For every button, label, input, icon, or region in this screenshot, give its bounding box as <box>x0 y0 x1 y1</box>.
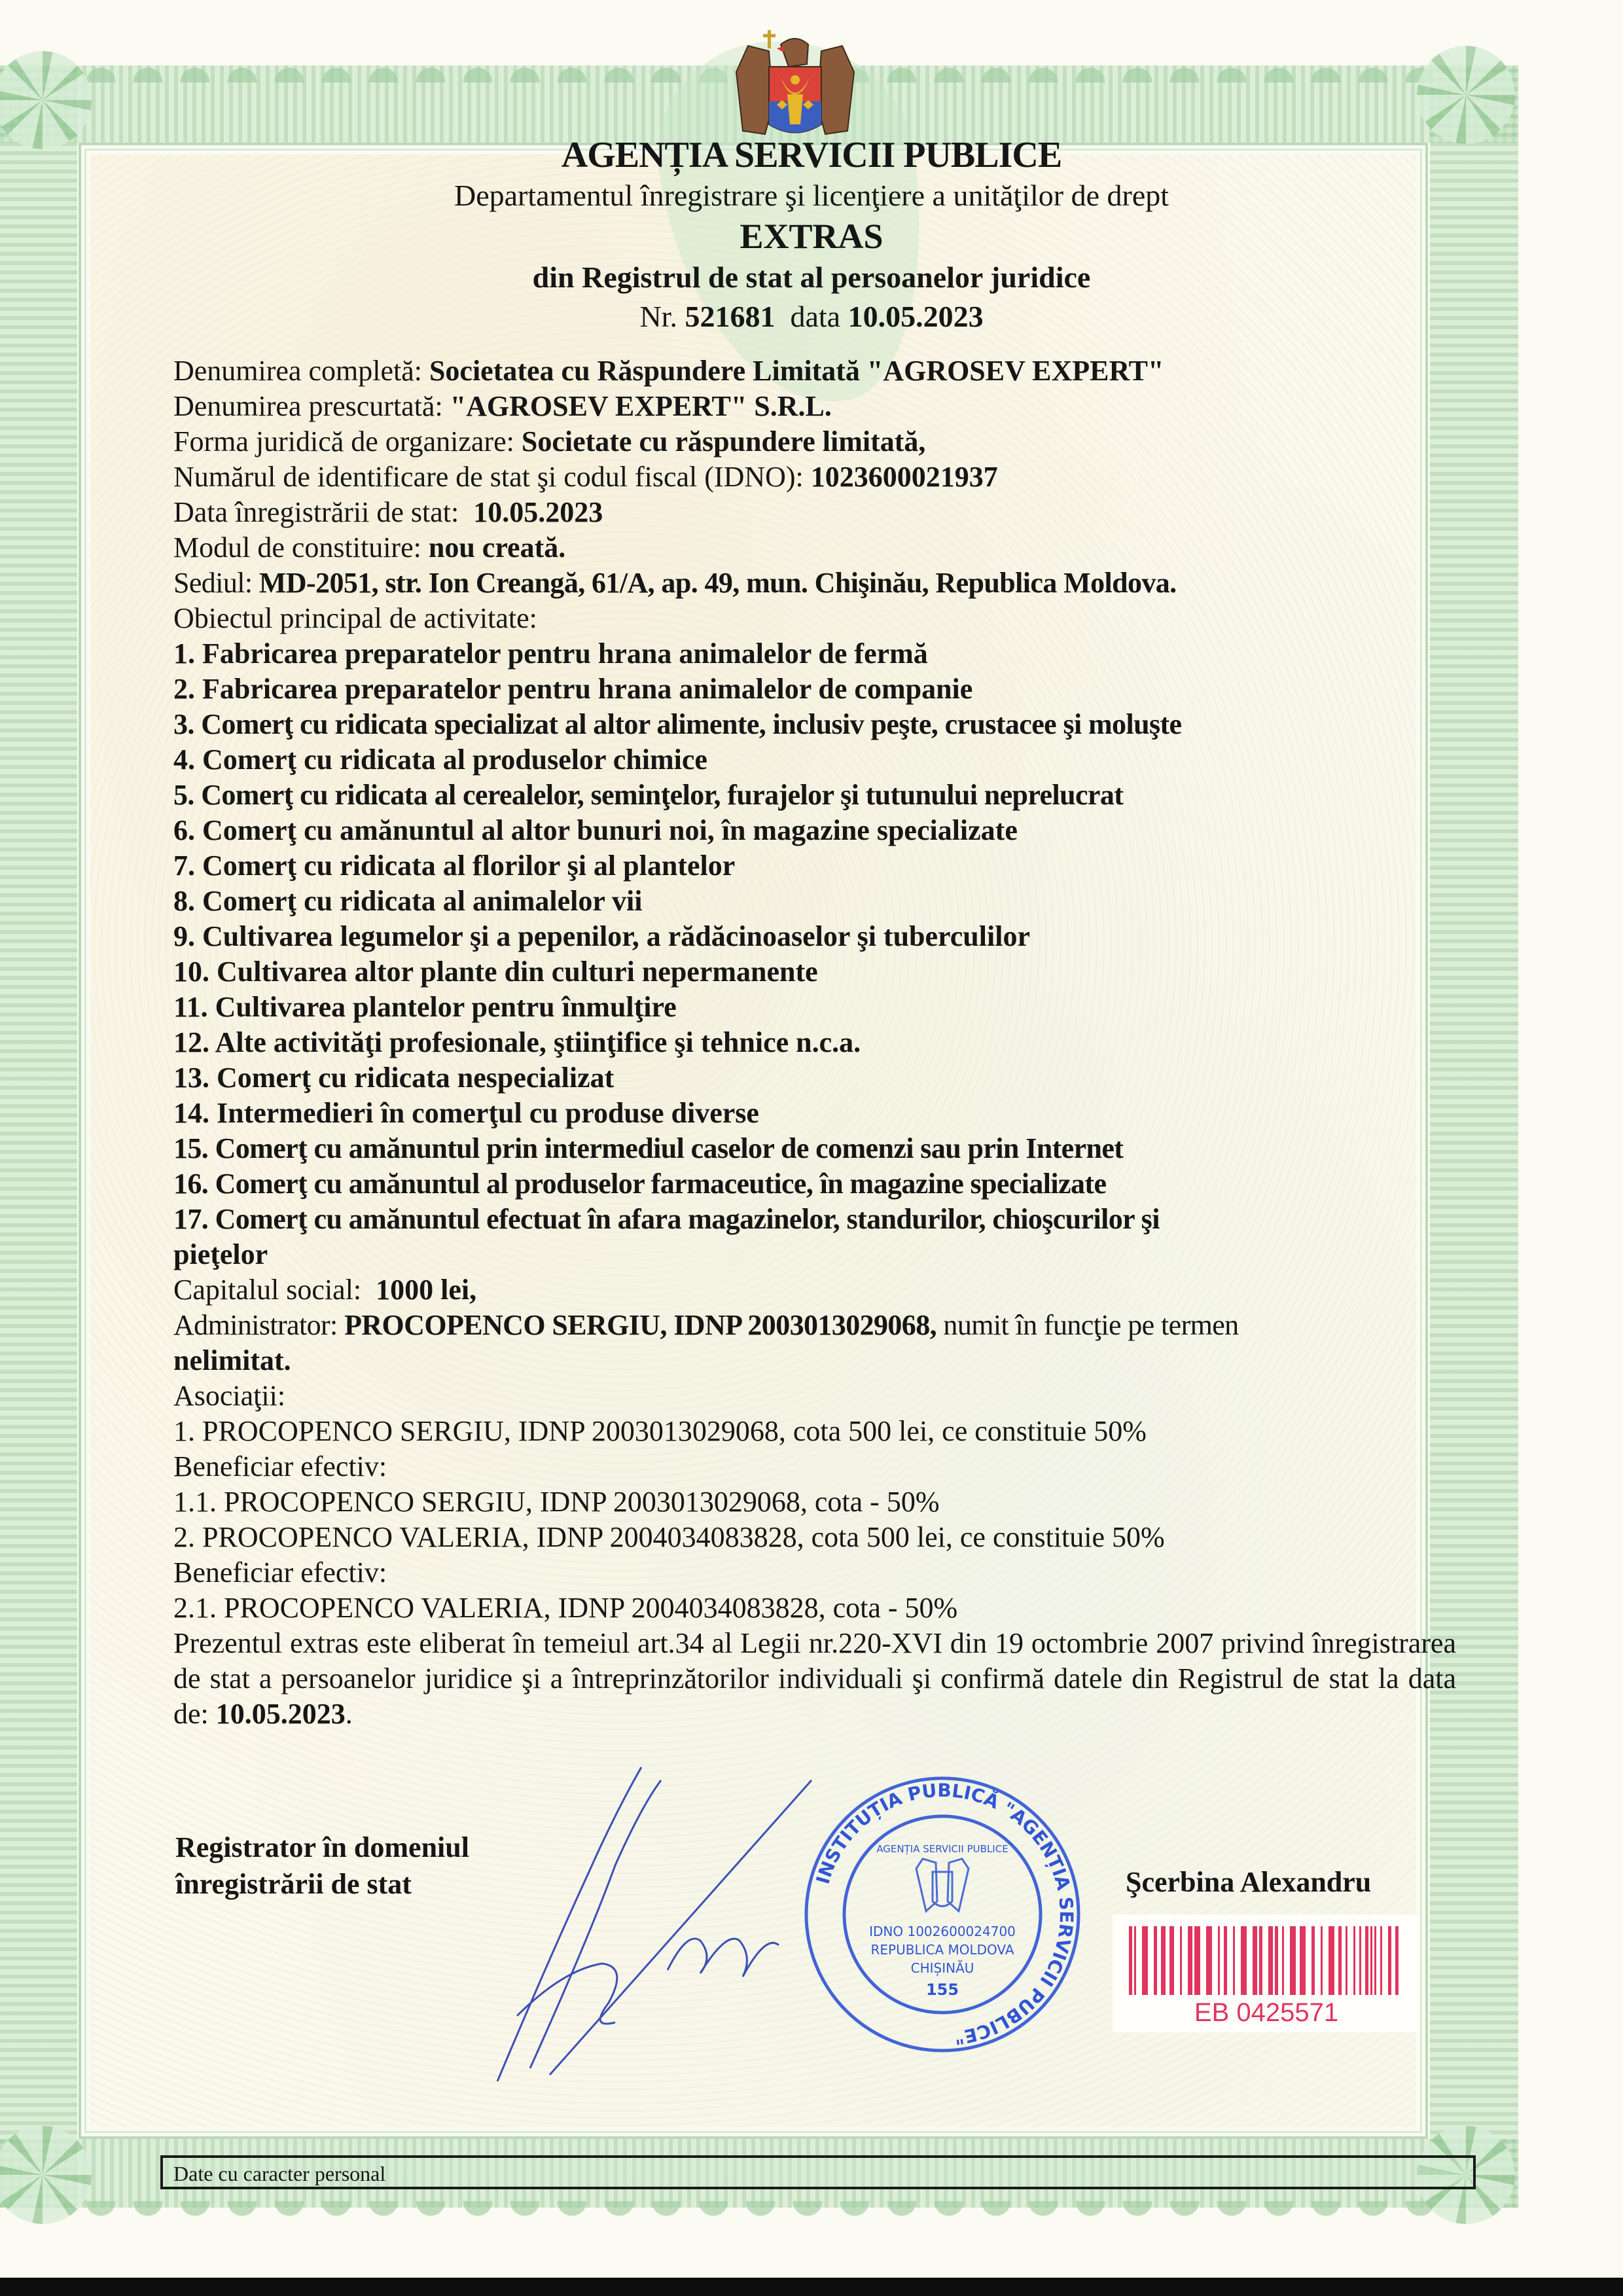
document-number-line <box>0 298 1623 336</box>
legal-note-text: Prezentul extras este eliberat în temeiul art.34 al Legii nr.220-XVI din 19 octombrie 2007 privind înregistrarea de stat a persoanelor juridice şi a întreprinzătorilor individuali şi confirmă datele din Registrul de stat la data de: <box>173 1627 1456 1730</box>
barcode-serial: EB 0425571 <box>1194 1998 1339 2027</box>
barcode-bar <box>1233 1926 1235 1995</box>
activity-item: 15. Comerţ cu amănuntul prin intermediul caselor de comenzi sau prin Internet <box>173 1132 1124 1164</box>
registrar-role <box>175 1829 469 1903</box>
associates-label: Asociaţii: <box>173 1380 286 1412</box>
activities-label: Obiectul principal de activitate: <box>173 602 537 634</box>
barcode-bar <box>1300 1926 1306 1995</box>
full-name-row <box>173 353 1456 389</box>
activity-item: 7. Comerţ cu ridicata al florilor şi al plantelor <box>173 850 736 882</box>
constitution-row <box>173 530 1456 565</box>
activity-item: 1. Fabricarea preparatelor pentru hrana animalelor de fermă <box>173 637 928 670</box>
idno-value: 1023600021937 <box>810 461 998 493</box>
short-name-value: "AGROSEV EXPERT" S.R.L. <box>450 390 832 422</box>
border-scallop-bottom <box>77 2201 1432 2227</box>
seat-value: MD-2051, str. Ion Creangă, 61/A, ap. 49, mun. Chişinău, Republica Moldova. <box>259 567 1177 599</box>
activity-item: 10. Cultivarea altor plante din culturi nepermanente <box>173 956 818 988</box>
administrator-label: Administrator: <box>173 1309 338 1341</box>
barcode-icon <box>1129 1926 1404 1995</box>
administrator-term-text: numit în funcţie pe termen <box>943 1309 1239 1341</box>
activity-item: 4. Comerţ cu ridicata al produselor chimice <box>173 744 707 776</box>
short-name-row <box>173 389 1456 424</box>
barcode-bar <box>1282 1926 1284 1995</box>
barcode-bar <box>1329 1926 1334 1995</box>
activity-item: 5. Comerţ cu ridicata al cerealelor, seminţelor, furajelor şi tutunului neprelucrat <box>173 779 1124 811</box>
barcode-bar <box>1395 1926 1399 1995</box>
barcode-bar <box>1275 1926 1278 1995</box>
department-title: Departamentul înregistrare şi licenţiere a unităţilor de drept <box>454 179 1169 212</box>
barcode-bar <box>1129 1926 1132 1995</box>
registration-date-row <box>173 495 1456 530</box>
associate-line: 1.1. PROCOPENCO SERGIU, IDNP 2003013029068, cota - 50% <box>173 1486 940 1518</box>
agency-title: AGENȚIA SERVICII PUBLICE <box>561 135 1062 175</box>
barcode-bar <box>1259 1926 1262 1995</box>
barcode-bar <box>1321 1926 1323 1995</box>
barcode-bar <box>1169 1926 1174 1995</box>
activity-item: 16. Comerţ cu amănuntul al produselor farmaceutice, în magazine specializate <box>173 1168 1107 1200</box>
barcode-bar <box>1346 1926 1347 1995</box>
barcode-bar <box>1338 1926 1342 1995</box>
document-type: EXTRAS <box>740 217 883 256</box>
activity-item: 14. Intermedieri în comerţul cu produse diverse <box>173 1097 759 1129</box>
barcode-bar <box>1311 1926 1315 1995</box>
barcode-bar <box>1161 1926 1166 1995</box>
date-label: data <box>790 300 841 333</box>
associate-line: Beneficiar efectiv: <box>173 1556 387 1588</box>
seal-emblem-icon <box>916 1859 969 1911</box>
barcode-bar <box>1142 1926 1148 1995</box>
seal-country: REPUBLICA MOLDOVA <box>870 1942 1014 1958</box>
barcode-bar <box>1388 1926 1391 1995</box>
barcode-bar <box>1370 1926 1372 1995</box>
barcode-bar <box>1241 1926 1247 1995</box>
idno-row <box>173 459 1456 495</box>
registration-date-label: Data înregistrării de stat: <box>173 496 459 528</box>
scan-edge <box>0 2278 1623 2296</box>
barcode-bar <box>1224 1926 1227 1995</box>
barcode-bar <box>1268 1926 1273 1995</box>
activity-item: pieţelor <box>173 1238 268 1270</box>
registrar-name: Şcerbina Alexandru <box>1126 1866 1372 1898</box>
barcode-label <box>1113 1914 1420 2032</box>
seat-row <box>173 565 1456 601</box>
rosette-icon <box>1417 46 1515 144</box>
barcode-bar <box>1188 1926 1192 1995</box>
official-seal-icon <box>802 1774 1083 2055</box>
activity-item: 8. Comerţ cu ridicata al animalelor vii <box>173 885 643 917</box>
svg-text:INSTITUȚIA PUBLICĂ "AGENȚIA SE <box>812 1780 1078 2049</box>
activity-item: 17. Comerţ cu amănuntul efectuat în afara magazinelor, standurilor, chioşcurilor şi <box>173 1203 1160 1235</box>
capital-label: Capitalul social: <box>173 1274 362 1306</box>
nr-value: 521681 <box>685 300 776 333</box>
coat-of-arms-icon <box>697 26 893 137</box>
activity-item: 6. Comerţ cu amănuntul al altor bunuri noi, în magazine specializate <box>173 814 1018 846</box>
capital-row <box>173 1272 1456 1308</box>
activity-item: 12. Alte activităţi profesionale, ştiinţifice şi tehnice n.c.a. <box>173 1026 861 1058</box>
full-name-value: Societatea cu Răspundere Limitată "AGROSEV EXPERT" <box>429 355 1164 387</box>
activity-item: 13. Comerţ cu ridicata nespecializat <box>173 1062 615 1094</box>
legal-note-date: 10.05.2023 <box>215 1698 346 1730</box>
idno-label: Numărul de identificare de stat şi codul fiscal (IDNO): <box>173 461 804 493</box>
seal-outer-text: INSTITUȚIA PUBLICĂ "AGENȚIA SERVICII PUBLICE" <box>812 1779 1078 2049</box>
barcode-bar <box>1380 1926 1382 1995</box>
activity-item: 11. Cultivarea plantelor pentru înmulţire <box>173 991 677 1023</box>
associate-line: 1. PROCOPENCO SERGIU, IDNP 2003013029068, cota 500 lei, ce constituie 50% <box>173 1415 1147 1447</box>
seal-inner-text: AGENȚIA SERVICII PUBLICE <box>876 1843 1008 1855</box>
barcode-bar <box>1206 1926 1212 1995</box>
barcode-bar <box>1180 1926 1182 1995</box>
seal-idno: IDNO 1002600024700 <box>869 1924 1016 1939</box>
personal-data-box <box>160 2155 1476 2189</box>
constitution-value: nou creată. <box>428 531 566 564</box>
barcode-bar <box>1134 1926 1136 1995</box>
associate-line: 2. PROCOPENCO VALERIA, IDNP 2004034083828, cota 500 lei, ce constituie 50% <box>173 1521 1165 1553</box>
legal-form-value: Societate cu răspundere limitată, <box>521 425 926 457</box>
activity-item: 3. Comerţ cu ridicata specializat al altor alimente, inclusiv peşte, crustacee şi moluşte <box>173 708 1182 740</box>
nr-label: Nr. <box>639 300 677 333</box>
associate-line: 2.1. PROCOPENCO VALERIA, IDNP 2004034083828, cota - 50% <box>173 1592 958 1624</box>
barcode-bar <box>1194 1926 1200 1995</box>
barcode-bar <box>1290 1926 1296 1995</box>
short-name-label: Denumirea prescurtată: <box>173 390 443 422</box>
seat-label: Sediul: <box>173 567 253 599</box>
legal-note-end: . <box>345 1698 353 1730</box>
registrar-role-line2: înregistrării de stat <box>175 1868 412 1900</box>
barcode-bar <box>1218 1926 1220 1995</box>
activity-item: 2. Fabricarea preparatelor pentru hrana animalelor de companie <box>173 673 973 705</box>
constitution-label: Modul de constituire: <box>173 531 421 564</box>
extract-body <box>173 353 1456 1732</box>
barcode-bar <box>1359 1926 1361 1995</box>
barcode-bar <box>1365 1926 1368 1995</box>
associate-line: Beneficiar efectiv: <box>173 1450 387 1482</box>
seal-number: 155 <box>925 1981 959 1999</box>
legal-form-label: Forma juridică de organizare: <box>173 425 514 457</box>
legal-note <box>173 1626 1456 1732</box>
barcode-bar <box>1353 1926 1355 1995</box>
capital-value: 1000 lei, <box>376 1274 477 1306</box>
register-title: din Registrul de stat al persoanelor juridice <box>532 260 1091 294</box>
personal-data-label: Date cu caracter personal <box>173 2162 386 2185</box>
document-header <box>0 134 1623 336</box>
activity-item: 9. Cultivarea legumelor şi a pepenilor, a rădăcinoaselor şi tuberculilor <box>173 920 1030 952</box>
full-name-label: Denumirea completă: <box>173 355 422 387</box>
administrator-row <box>173 1308 1456 1343</box>
administrator-term-value: nelimitat. <box>173 1344 291 1376</box>
barcode-bar <box>1154 1926 1157 1995</box>
registration-date-value: 10.05.2023 <box>473 496 603 528</box>
barcode-bar <box>1374 1926 1376 1995</box>
barcode-bar <box>1253 1926 1257 1995</box>
legal-form-row <box>173 424 1456 459</box>
administrator-name: PROCOPENCO SERGIU, IDNP 2003013029068, <box>344 1309 937 1341</box>
date-value: 10.05.2023 <box>847 300 984 333</box>
signature-area <box>0 1767 1623 2049</box>
registrar-role-line1: Registrator în domeniul <box>175 1831 469 1863</box>
seal-city: CHIȘINĂU <box>910 1960 974 1976</box>
